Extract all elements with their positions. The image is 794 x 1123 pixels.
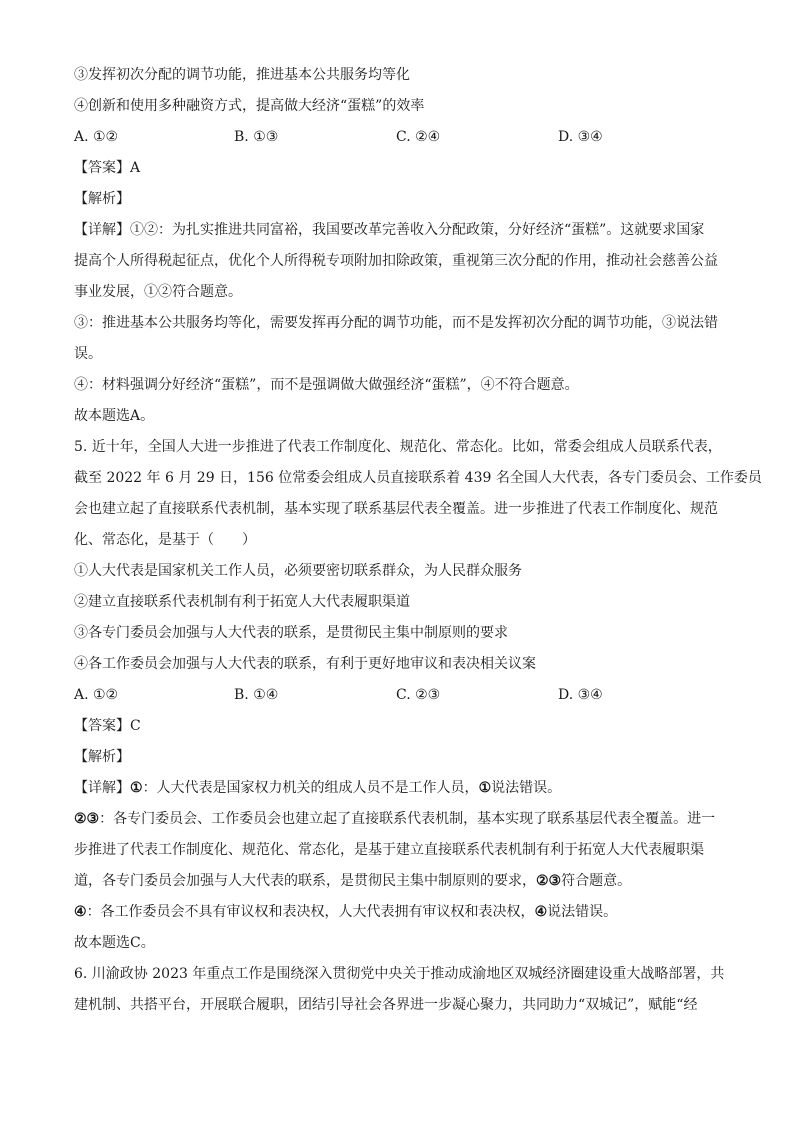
q5-stem-line-2: 截至 2022 年 6 月 29 日，156 位常委会组成人员直接联系着 439 名全国人大代表，各专门委员会、工作委员: [74, 470, 762, 486]
q5-stem-line-1: 5. 近十年，全国人大进一步推进了代表工作制度化、规范化、常态化。比如，常委会组成人员联系代表，: [74, 439, 722, 455]
q5-detail-text-1: ：人大代表是国家权力机关的组成人员不是工作人员，: [142, 780, 479, 796]
q5-detail-tag: 【详解】: [74, 780, 130, 796]
q5-detail-num-2b: ②③: [536, 873, 562, 889]
q4-option-d: D. ③④: [558, 129, 603, 145]
q4-detail-line-6: ④：材料强调分好经济“蛋糕”，而不是强调做大做强经济“蛋糕”，④不符合题意。: [74, 377, 579, 393]
q5-option-b: B. ①④: [234, 687, 279, 703]
q4-detail-line-1: [74, 219, 704, 241]
q5-stem-line-4: 化、常态化，是基于（ ）: [74, 532, 256, 548]
q5-detail-text-4b: 符合题意。: [561, 873, 632, 889]
q5-option-a: A. ①②: [74, 687, 119, 703]
q5-item-1: ①人大代表是国家机关工作人员，必须要密切联系群众，为人民群众服务: [74, 563, 522, 579]
q5-item-2: ②建立直接联系代表机制有利于拓宽人大代表履职渠道: [74, 594, 410, 610]
q4-options: [74, 126, 724, 148]
q5-item-3: ③各专门委员会加强与人大代表的联系，是贯彻民主集中制原则的要求: [74, 625, 508, 641]
q5-detail-text-5: ：各工作委员会不具有审议权和表决权，人大代表拥有审议权和表决权，: [86, 904, 535, 920]
q5-answer: 【答案】C: [74, 718, 141, 734]
q4-conclusion: 故本题选A。: [74, 408, 155, 424]
q5-detail-num-3: ④: [74, 904, 87, 920]
q5-detail-end-5: 说法错误。: [547, 904, 618, 920]
q4-answer: 【答案】A: [74, 160, 141, 176]
q5-detail-text-2: ：各专门委员会、工作委员会也建立起了直接联系代表机制，基本实现了联系基层代表全覆盖。进一: [99, 811, 716, 827]
q5-option-d: D. ③④: [558, 687, 603, 703]
q5-conclusion: 故本题选C。: [74, 935, 155, 951]
q4-item-3: ③发挥初次分配的调节功能，推进基本公共服务均等化: [74, 67, 410, 83]
q5-item-4: ④各工作委员会加强与人大代表的联系，有利于更好地审议和表决相关议案: [74, 656, 536, 672]
q5-options: [74, 684, 724, 706]
q5-detail-num-1: ①: [130, 780, 143, 796]
q5-detail-num-3b: ④: [534, 904, 548, 920]
q5-detail-line-3: 步推进了代表工作制度化、规范化、常态化，是基于建立直接联系代表机制有利于拓宽人大代表履职渠: [74, 842, 704, 858]
q4-detail-line-2: 提高个人所得税起征点，优化个人所得税专项附加扣除政策，重视第三次分配的作用，推动社会慈善公益: [74, 253, 718, 269]
q4-option-a: A. ①②: [74, 129, 119, 145]
q4-option-b: B. ①③: [234, 129, 279, 145]
q5-stem-line-3: 会也建立起了直接联系代表机制，基本实现了联系基层代表全覆盖。进一步推进了代表工作制度化、规范: [74, 501, 718, 517]
q4-analysis-heading: 【解析】: [74, 191, 130, 207]
q5-detail-line-2: [74, 808, 715, 830]
q6-stem-line-2: 建机制、共搭平台，开展联合履职，团结引导社会各界进一步凝心聚力，共同助力“双城记”，赋能“经: [74, 997, 698, 1013]
q4-detail-line-3: 事业发展，①②符合题意。: [74, 284, 242, 300]
q5-detail-line-5: [74, 901, 617, 923]
q4-option-c: C. ②④: [396, 129, 441, 145]
q6-stem-line-1: 6. 川渝政协 2023 年重点工作是围绕深入贯彻党中央关于推动成渝地区双城经济圈建设重大战略部署，共: [74, 966, 725, 982]
q4-detail-line-5: 误。: [74, 346, 102, 362]
q4-detail-line-4: ③：推进基本公共服务均等化，需要发挥再分配的调节功能，而不是发挥初次分配的调节功能，③说法错: [74, 315, 718, 331]
q5-detail-end-1: 说法错误。: [491, 780, 562, 796]
q5-detail-line-1: [74, 777, 561, 799]
q5-analysis-heading: 【解析】: [74, 749, 130, 765]
q4-detail-tag: 【详解】: [74, 222, 130, 238]
q5-detail-line-4: [74, 870, 631, 892]
q4-item-4: ④创新和使用多种融资方式，提高做大经济“蛋糕”的效率: [74, 98, 425, 114]
q5-detail-num-2: ②③: [74, 811, 100, 827]
q4-detail-text-1: ①②：为扎实推进共同富裕，我国要改革完善收入分配政策，分好经济“蛋糕”。这就要求国家: [130, 222, 705, 238]
q5-detail-num-1b: ①: [478, 780, 492, 796]
q5-detail-text-4a: 道，各专门委员会加强与人大代表的联系，是贯彻民主集中制原则的要求，: [74, 873, 536, 889]
q5-option-c: C. ②③: [396, 687, 441, 703]
